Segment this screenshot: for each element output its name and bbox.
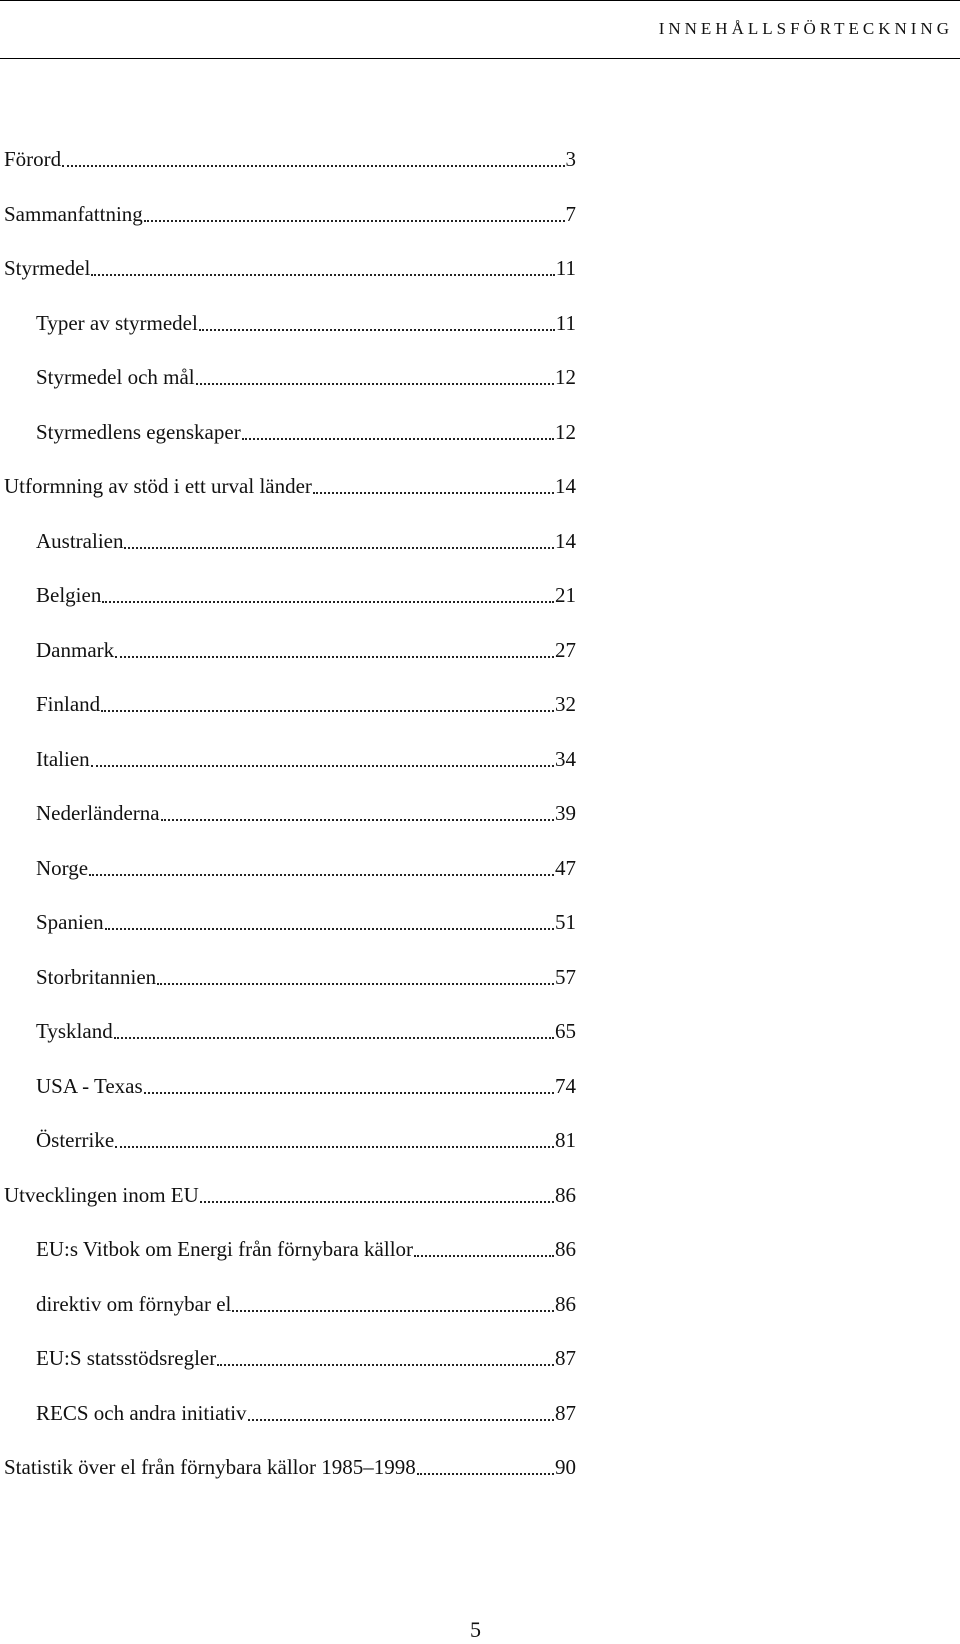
toc-entry-page: 86	[555, 1292, 576, 1316]
toc-entry[interactable]	[4, 146, 576, 172]
toc-entry-title: Sammanfattning	[4, 202, 143, 226]
toc-entry[interactable]	[36, 800, 576, 826]
toc-entry-title: Utvecklingen inom EU	[4, 1183, 199, 1207]
toc-entry[interactable]	[36, 528, 576, 554]
toc-entry-title: Italien	[36, 747, 90, 771]
toc-entry[interactable]	[36, 637, 576, 663]
toc-entry-page: 86	[555, 1183, 576, 1207]
dot-leader	[200, 1201, 554, 1203]
toc-entry-page: 3	[565, 147, 576, 171]
toc-entry[interactable]	[4, 201, 576, 227]
toc-entry-title: RECS och andra initiativ	[36, 1401, 247, 1425]
toc-entry[interactable]	[36, 1236, 576, 1262]
dot-leader	[105, 928, 554, 930]
dot-leader	[124, 547, 554, 549]
toc-entry-title: Finland	[36, 692, 101, 716]
toc-entry-title: USA - Texas	[36, 1074, 143, 1098]
toc-entry-page: 12	[555, 420, 576, 444]
toc-entry-title: Tyskland	[36, 1019, 113, 1043]
dot-leader	[144, 1092, 554, 1094]
dot-leader	[102, 601, 554, 603]
toc-entry[interactable]	[36, 1345, 576, 1371]
toc-entry-page: 47	[555, 856, 576, 880]
toc-entry-page: 21	[555, 583, 576, 607]
toc-entry[interactable]	[36, 691, 576, 717]
dot-leader	[114, 1037, 554, 1039]
toc-entry-page: 14	[555, 474, 576, 498]
toc-entry-page: 87	[555, 1401, 576, 1425]
toc-entry[interactable]	[4, 473, 576, 499]
toc-entry[interactable]	[36, 964, 576, 990]
dot-leader	[248, 1419, 554, 1421]
dot-leader	[217, 1364, 554, 1366]
toc-entry-page: 27	[555, 638, 576, 662]
toc-entry-title: Storbritannien	[36, 965, 157, 989]
toc-entry-title: Statistik över el från förnybara källor 1985–1998	[4, 1455, 416, 1479]
toc-entry[interactable]	[36, 1018, 576, 1044]
toc-entry-page: 86	[555, 1237, 576, 1261]
toc-entry[interactable]	[36, 582, 576, 608]
toc-entry-page: 65	[555, 1019, 576, 1043]
toc-entry-page: 14	[555, 529, 576, 553]
toc-entry[interactable]	[36, 419, 576, 445]
toc-entry[interactable]	[4, 255, 576, 281]
toc-entry[interactable]	[36, 364, 576, 390]
toc-entry-page: 11	[555, 256, 576, 280]
toc-entry-page: 74	[555, 1074, 576, 1098]
toc-entry[interactable]	[36, 1127, 576, 1153]
toc-entry[interactable]	[36, 1073, 576, 1099]
toc-entry[interactable]	[36, 746, 576, 772]
toc-entry-page: 81	[555, 1128, 576, 1152]
toc-entry-title: Utformning av stöd i ett urval länder	[4, 474, 312, 498]
toc-entry-title: Styrmedel och mål	[36, 365, 195, 389]
dot-leader	[91, 765, 554, 767]
toc-entry-page: 11	[555, 311, 576, 335]
toc-entry-title: Spanien	[36, 910, 104, 934]
dot-leader	[89, 874, 554, 876]
toc-entry-title: Styrmedlens egenskaper	[36, 420, 241, 444]
toc-entry-title: Norge	[36, 856, 89, 880]
page-header	[0, 0, 960, 65]
page-number: 5	[470, 1617, 481, 1642]
toc-entry-page: 57	[555, 965, 576, 989]
dot-leader	[101, 710, 554, 712]
dot-leader	[414, 1255, 554, 1257]
toc-entry-title: Belgien	[36, 583, 102, 607]
dot-leader	[417, 1473, 554, 1475]
dot-leader	[313, 492, 554, 494]
toc-entry[interactable]	[36, 855, 576, 881]
header-title: INNEHÅLLSFÖRTECKNING	[658, 19, 953, 38]
toc-entry-page: 34	[555, 747, 576, 771]
toc-entry-page: 90	[555, 1455, 576, 1479]
toc-entry-title: EU:S statsstödsregler	[36, 1346, 217, 1370]
dot-leader	[115, 656, 554, 658]
toc-entry-title: Australien	[36, 529, 124, 553]
toc-entry-page: 51	[555, 910, 576, 934]
dot-leader	[232, 1310, 554, 1312]
dot-leader	[199, 329, 555, 331]
dot-leader	[157, 983, 554, 985]
dot-leader	[115, 1146, 554, 1148]
toc-entry-page: 32	[555, 692, 576, 716]
toc-entry-title: direktiv om förnybar el	[36, 1292, 232, 1316]
dot-leader	[242, 438, 554, 440]
toc-entry[interactable]	[36, 909, 576, 935]
dot-leader	[196, 383, 554, 385]
dot-leader	[91, 274, 554, 276]
toc-entry[interactable]	[4, 1182, 576, 1208]
toc-entry-page: 7	[565, 202, 576, 226]
header-divider	[0, 58, 960, 59]
dot-leader	[161, 819, 554, 821]
toc-entry[interactable]	[36, 310, 576, 336]
toc-entry[interactable]	[36, 1291, 576, 1317]
toc-entry-title: Nederländerna	[36, 801, 160, 825]
toc-entry-title: Danmark	[36, 638, 115, 662]
toc-entry-page: 12	[555, 365, 576, 389]
toc-entry-title: Styrmedel	[4, 256, 91, 280]
toc-entry-title: Förord	[4, 147, 62, 171]
toc-entry-page: 39	[555, 801, 576, 825]
toc-entry-page: 87	[555, 1346, 576, 1370]
dot-leader	[62, 165, 564, 167]
toc-entry-title: Typer av styrmedel	[36, 311, 198, 335]
toc-entry[interactable]	[4, 1454, 576, 1480]
toc-entry[interactable]	[36, 1400, 576, 1426]
toc-entry-title: Österrike	[36, 1128, 115, 1152]
toc-entry-title: EU:s Vitbok om Energi från förnybara källor	[36, 1237, 414, 1261]
dot-leader	[144, 220, 565, 222]
